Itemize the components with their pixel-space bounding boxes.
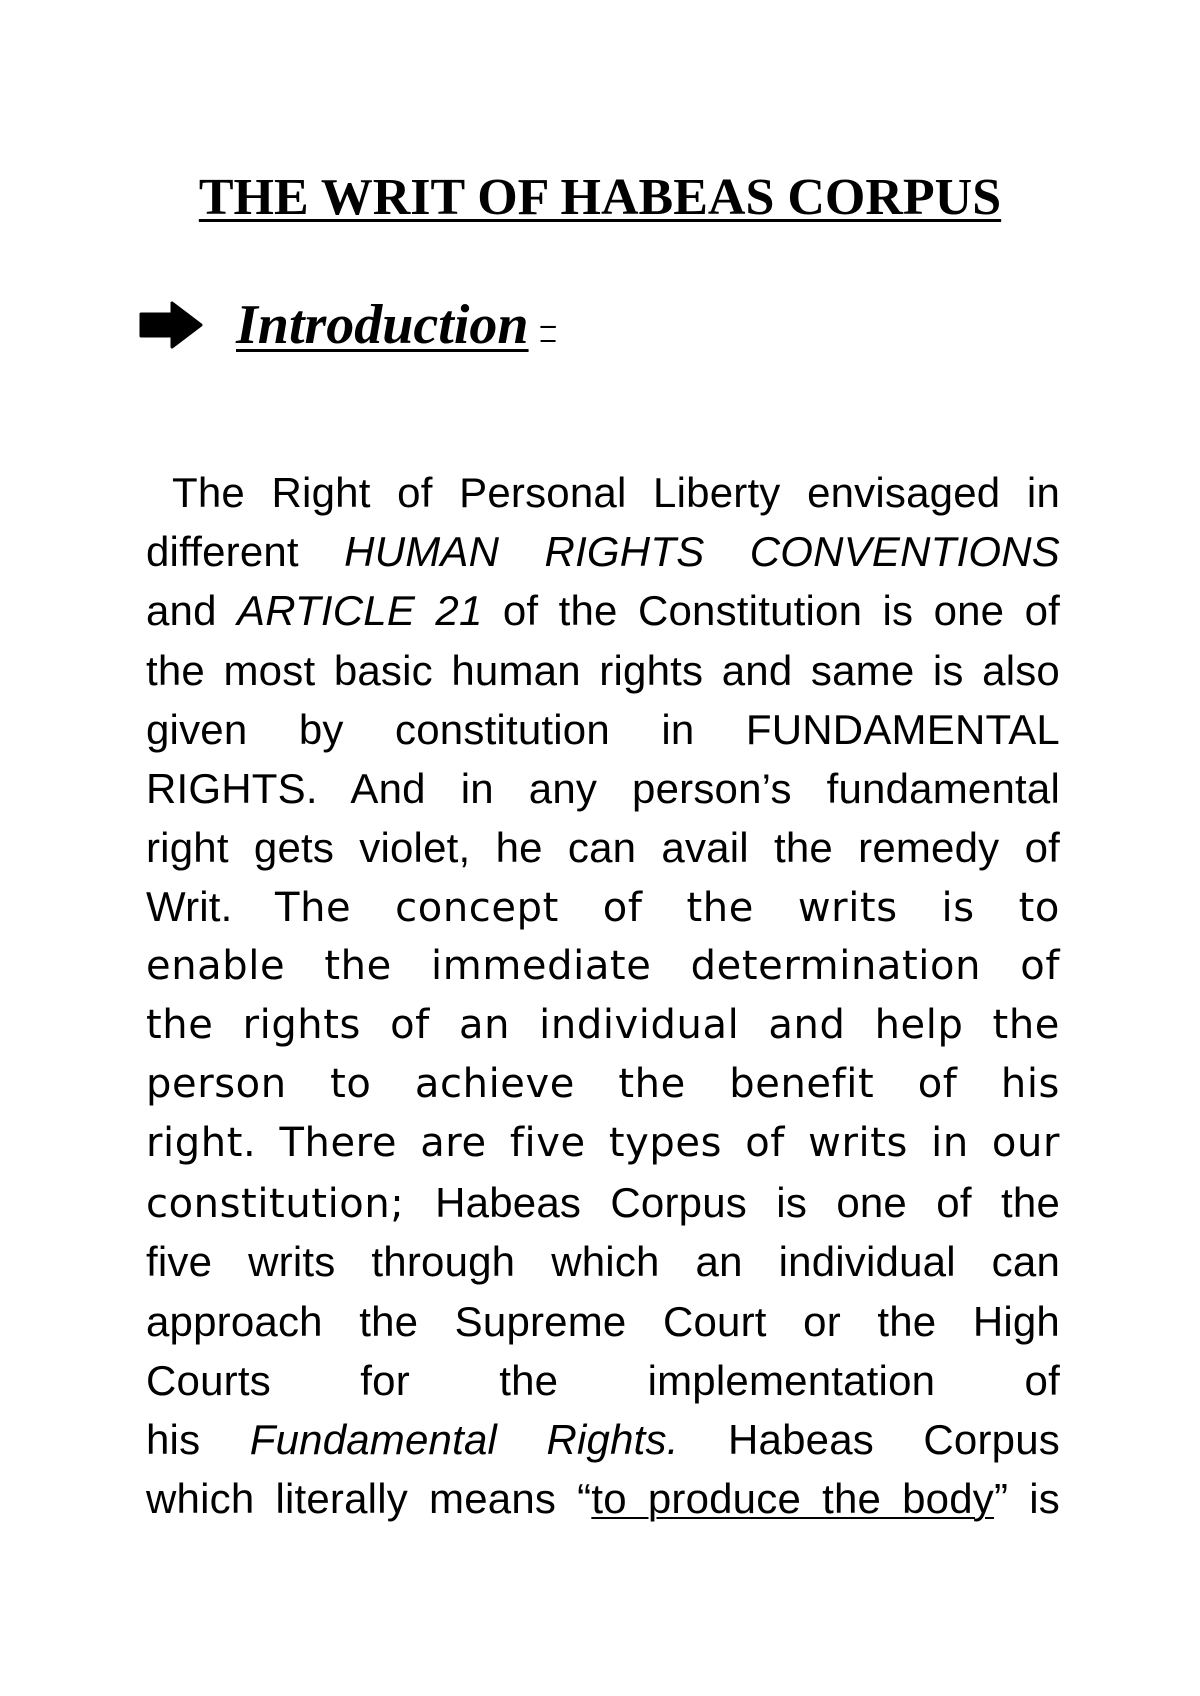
section-heading-text: Introduction xyxy=(236,294,529,356)
emphasis-article-21: ARTICLE 21 xyxy=(237,587,483,635)
paragraph-line: and ARTICLE 21 of the Constitution is one of xyxy=(146,587,1061,635)
paragraph-line: constitution; Habeas Corpus is one of the xyxy=(146,1179,1060,1228)
paragraph-line: different HUMAN RIGHTS CONVENTIONS xyxy=(146,528,1060,576)
emphasis-fundamental-rights: Fundamental Rights. xyxy=(249,1416,679,1463)
paragraph-line: right. There are five types of writs in our xyxy=(146,1120,1060,1167)
underlined-phrase: to produce the body xyxy=(591,1475,994,1523)
paragraph-line: Courts for the implementation of xyxy=(146,1356,1060,1404)
paragraph-line: enable the immediate determination of xyxy=(146,942,1060,989)
paragraph-line: Writ. The concept of the writs is to xyxy=(146,883,1060,932)
section-heading-dash: – xyxy=(540,308,556,341)
paragraph-line: approach the Supreme Court or the High xyxy=(146,1297,1060,1345)
paragraph-line: five writs through which an individual can xyxy=(146,1238,1060,1286)
section-heading xyxy=(138,292,581,358)
paragraph-line: given by constitution in FUNDAMENTAL xyxy=(146,705,1060,753)
paragraph-line: RIGHTS. And in any person’s fundamental xyxy=(146,764,1060,812)
paragraph-line: which literally means “to produce the body” is xyxy=(146,1475,1060,1523)
paragraph-line: person to achieve the benefit of his xyxy=(146,1060,1060,1107)
emphasis-human-rights-conventions: HUMAN RIGHTS CONVENTIONS xyxy=(344,528,1060,576)
right-arrow-icon xyxy=(138,300,204,350)
paragraph-line: the rights of an individual and help the xyxy=(146,1001,1060,1048)
paragraph-line: his Fundamental Rights. Habeas Corpus xyxy=(146,1416,1060,1463)
paragraph-line: The Right of Personal Liberty envisaged in xyxy=(172,469,1060,516)
introduction-paragraph xyxy=(146,463,1060,1528)
paragraph-line: right gets violet, he can avail the remedy of xyxy=(146,824,1060,872)
paragraph-line: the most basic human rights and same is also xyxy=(146,646,1060,694)
document-title: THE WRIT OF HABEAS CORPUS xyxy=(198,169,1002,226)
